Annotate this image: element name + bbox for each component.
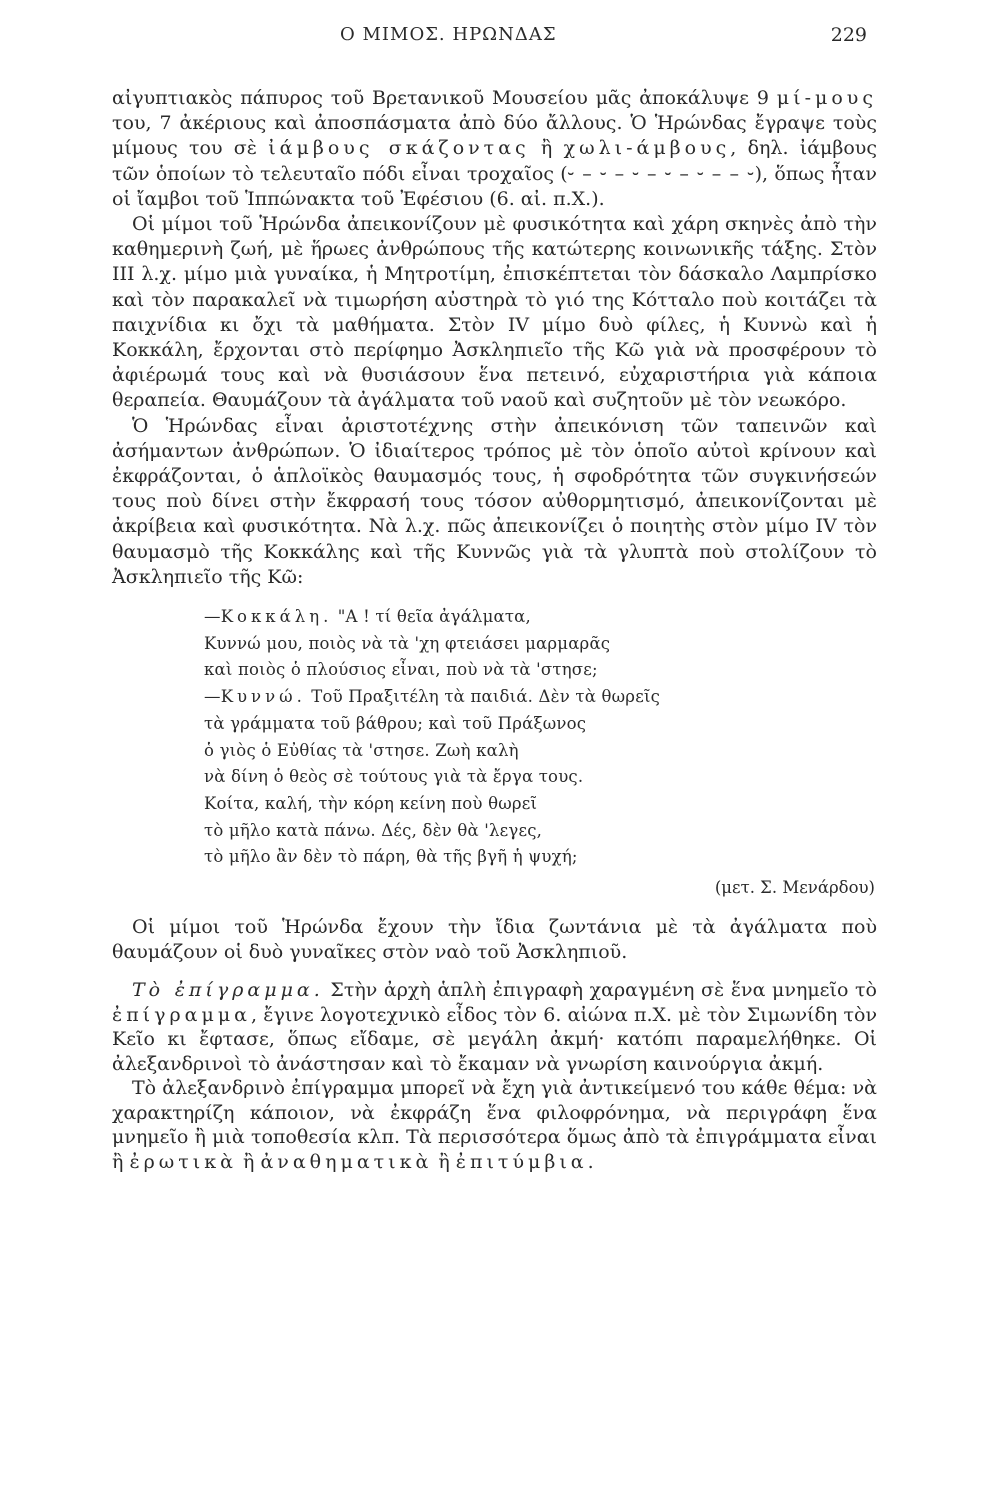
text-run: ἢ bbox=[432, 1150, 456, 1173]
text-run: , δηλ. ἰάμβους τῶν ὁποίων τὸ τελευταῖο πόδι εἶναι τροχαῖος ( bbox=[112, 137, 877, 185]
poem-line: Κυννώ μου, ποιὸς νὰ τὰ 'χη φτειάσει μαρμαρᾶς bbox=[204, 633, 611, 653]
paragraph-epigram bbox=[112, 978, 877, 1076]
spaced-term-epigramma: ἐπίγραμμα bbox=[112, 1003, 252, 1026]
speaker-name: Κοκκάλη. bbox=[220, 607, 333, 627]
poem-line: τὸ μῆλο ἂν δὲν τὸ πάρη, θὰ τῆς βγῆ ἡ ψυχή; bbox=[204, 847, 578, 867]
running-header bbox=[0, 20, 987, 60]
text-run: Τοῦ Πραξιτέλη τὰ παιδιά. Δὲν τὰ θωρεῖς bbox=[305, 687, 661, 707]
poem-line: ὁ γιὸς ὁ Εὐθίας τὰ 'στησε. Ζωὴ καλὴ bbox=[204, 740, 519, 760]
poem-line: νὰ δίνη ὁ θεὸς σὲ τούτους γιὰ τὰ ἔργα τους. bbox=[204, 767, 584, 787]
metrical-scheme: ⏑ – ⏑ – ⏑ – ⏑ – ⏑ – – ⏑ bbox=[567, 162, 755, 185]
spaced-term-erotika: ἐρωτικὰ bbox=[129, 1150, 237, 1173]
text-run: ἢ bbox=[529, 137, 564, 160]
dash: — bbox=[204, 607, 221, 627]
poem-line: καὶ ποιὸς ὁ πλούσιος εἶναι, ποὺ νὰ τὰ 'στησε; bbox=[204, 660, 598, 680]
spaced-term-anathimatika: ἀναθηματικὰ bbox=[260, 1150, 433, 1173]
page-body bbox=[112, 86, 877, 1174]
paragraph-papyrus bbox=[112, 86, 877, 212]
speaker-name: Κυννώ. bbox=[220, 687, 306, 707]
text-run: ), ὅπως ἦταν οἱ ἴαμβοι τοῦ Ἱππώνακτα τοῦ Ἐφέσιου (6. αἰ. π.Χ.). bbox=[112, 162, 877, 210]
poem-line bbox=[204, 604, 877, 631]
running-title: Ο ΜΙΜΟΣ. ΗΡΩΝΔΑΣ bbox=[340, 24, 557, 45]
poem-line: Κοίτα, καλή, τὴν κόρη κείνη ποὺ θωρεῖ bbox=[204, 793, 538, 813]
paragraph-herondas-art: Ὁ Ἡρώνδας εἶναι ἀριστοτέχνης στὴν ἀπεικόνιση τῶν ταπεινῶν καὶ ἀσήμαντων ἀνθρώπων. Ὁ ἰδιαίτερος τρόπος μὲ τὸν ὁποῖο αὐτοὶ κρίνουν καὶ ἐκφράζονται, ὁ ἁπλοϊκὸς θαυμασμός τους, ἡ σφοδρότητα τῶν συγκινήσεών τους ποὺ δίνει στὴν ἔκφρασή τους τόσον αὐθορμητισμό, ἀπεικονίζονται μὲ ἀκρίβεια καὶ φυσικότητα. Νὰ λ.χ. πῶς ἀπεικονίζει ὁ ποιητὴς στὸν μίμο IV τὸν θαυμασμὸ τῆς Κοκκάλης καὶ τῆς Κυννῶς γιὰ τὰ γλυπτὰ ποὺ στολίζουν τὸ Ἀσκληπιεῖο τῆς Κῶ: bbox=[112, 414, 877, 588]
text-run: "Α ! τί θεῖα ἀγάλματα, bbox=[332, 607, 531, 627]
paragraph-mimes-liveliness: Οἱ μίμοι τοῦ Ἡρώνδα ἔχουν τὴν ἴδια ζωντάνια μὲ τὰ ἀγάλματα ποὺ θαυμάζουν οἱ δυὸ γυναῖκες στὸν ναὸ τοῦ Ἀσκληπιοῦ. bbox=[112, 916, 877, 963]
text-run: του, 7 ἀκέριους καὶ ἀποσπάσματα ἀπὸ δύο ἄλλους. Ὁ Ἡρώνδας ἔγραψε τοὺς μίμους του σὲ bbox=[112, 112, 877, 160]
spaced-term-choliambous: χωλι-άμβους bbox=[563, 137, 731, 160]
text-run: αἰγυπτιακὸς πάπυρος τοῦ Βρετανικοῦ Μουσείου μᾶς ἀποκάλυψε 9 bbox=[112, 87, 777, 109]
text-run: ἢ bbox=[236, 1150, 261, 1173]
spaced-term-mimous: μί-μους bbox=[776, 87, 877, 109]
paragraph-alexandrian-epigram bbox=[112, 1076, 877, 1174]
section-heading-epigram: Τὸ ἐπίγραμμα. bbox=[132, 979, 324, 1002]
text-run: Στὴν ἀρχὴ ἁπλὴ ἐπιγραφὴ χαραγμένη σὲ ἕνα μνημεῖο τὸ bbox=[323, 979, 877, 1002]
spaced-term-iambous: ἰάμβους σκάζοντας bbox=[268, 137, 530, 160]
poem-quotation bbox=[204, 604, 877, 871]
text-run: Τὸ ἀλεξανδρινὸ ἐπίγραμμα μπορεῖ νὰ ἔχη γιὰ ἀντικείμενό του κάθε θέμα: νὰ χαρακτηρίζη κάποιον, νὰ ἐκφράζη ἕνα φιλοφρόνημα, νὰ περιγράφη ἕνα μνημεῖο ἢ μιὰ τοποθεσία κλπ. Τὰ περισσότερα ὅμως ἀπὸ τὰ ἐπιγράμματα εἶναι ἢ bbox=[112, 1077, 877, 1173]
poem-line: τὰ γράμματα τοῦ βάθρου; καὶ τοῦ Πράξωνος bbox=[204, 713, 587, 733]
text-run: . bbox=[587, 1150, 594, 1173]
dash: — bbox=[204, 687, 221, 707]
paragraph-mimes: Οἱ μίμοι τοῦ Ἡρώνδα ἀπεικονίζουν μὲ φυσικότητα καὶ χάρη σκηνὲς ἀπὸ τὴν καθημερινὴ ζωή, μὲ ἥρωες ἀνθρώπους τῆς κατώτερης κοινωνικῆς τάξης. Στὸν ΙΙΙ λ.χ. μίμο μιὰ γυναίκα, ἡ Μητροτίμη, ἐπισκέπτεται τὸν δάσκαλο Λαμπρίσκο καὶ τὸν παρακαλεῖ νὰ τιμωρήση αὐστηρὰ τὸ γιό της Κότταλο ποὺ κοιτάζει τὰ παιχνίδια κι ὄχι τὰ μαθήματα. Στὸν IV μίμο δυὸ φίλες, ἡ Κυννὼ καὶ ἡ Κοκκάλη, ἔρχονται στὸ περίφημο Ἀσκληπιεῖο τῆς Κῶ γιὰ νὰ προσφέρουν τὸ ἀφιέρωμά τους καὶ νὰ θυσιάσουν ἕνα πετεινό, εὐχαριστήρια γιὰ κάποια θεραπεία. Θαυμάζουν τὰ ἀγάλματα τοῦ ναοῦ καὶ συζητοῦν μὲ τὸν νεωκόρο. bbox=[112, 213, 877, 412]
page-number: 229 bbox=[830, 24, 867, 46]
poem-line bbox=[204, 684, 877, 711]
poem-line: τὸ μῆλο κατὰ πάνω. Δές, δὲν θὰ 'λεγες, bbox=[204, 820, 543, 840]
text-run: , ἔγινε λογοτεχνικὸ εἶδος τὸν 6. αἰώνα π.Χ. μὲ τὸν Σιμωνίδη τὸν Κεῖο κι ἔφτασε, ὅπως εἴδαμε, σὲ μεγάλη ἀκμή· κατόπι παραμελήθηκε. Οἱ ἀλεξανδρινοὶ τὸ ἀνάστησαν καὶ τὸ ἔκαμαν νὰ γνωρίση καινούργια ἀκμή. bbox=[112, 1003, 877, 1075]
spaced-term-epitymvia: ἐπιτύμβια bbox=[455, 1150, 588, 1173]
translation-attribution: (μετ. Σ. Μενάρδου) bbox=[714, 878, 875, 898]
